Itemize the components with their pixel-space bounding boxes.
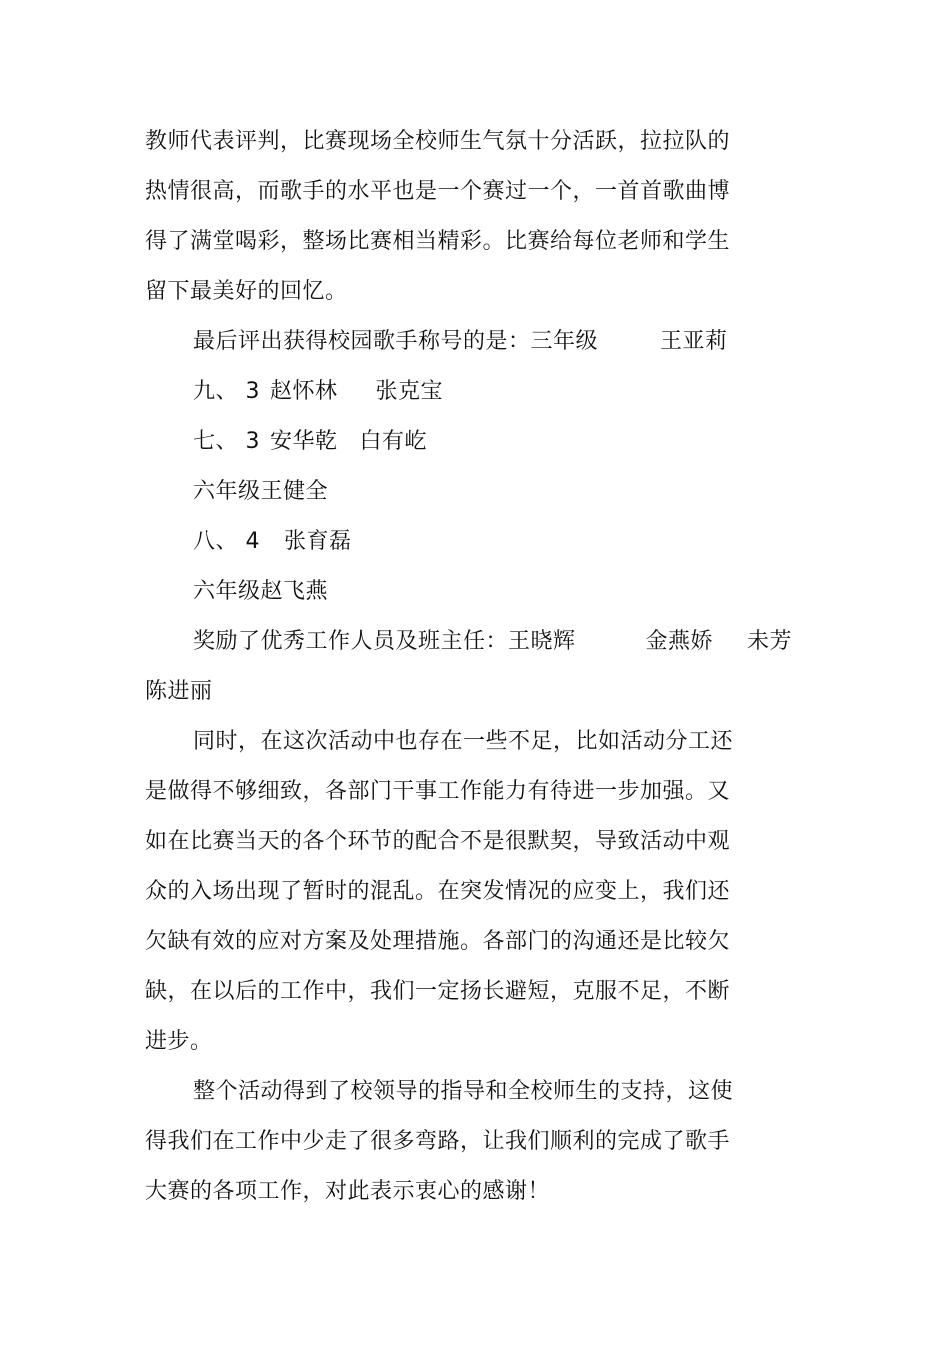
winners-row — [193, 377, 443, 407]
paragraph-line: 同时，在这次活动中也存在一些不足，比如活动分工还 — [193, 729, 734, 754]
winners-row: 六年级王健全 — [193, 479, 329, 504]
class-label: 七、 3 — [193, 429, 260, 454]
winners-intro-text: 最后评出获得校园歌手称号的是：三年级 — [193, 329, 599, 354]
class-label: 八、 4 — [193, 529, 260, 554]
paragraph-line: 众的入场出现了暂时的混乱。在突发情况的应变上，我们还 — [145, 879, 731, 904]
paragraph-line: 得了满堂喝彩，整场比赛相当精彩。比赛给每位老师和学生 — [145, 229, 731, 254]
staff-line — [193, 627, 792, 657]
staff-name: 金燕娇 — [645, 629, 714, 654]
winners-intro-line — [193, 327, 728, 357]
winners-row — [193, 427, 427, 457]
winner-name: 张克宝 — [375, 379, 444, 404]
staff-name: 未芳 — [747, 629, 793, 654]
winners-row: 六年级赵飞燕 — [193, 579, 329, 604]
class-label: 九、 3 — [193, 379, 260, 404]
staff-intro-text: 奖励了优秀工作人员及班主任：王晓辉 — [193, 629, 576, 654]
winner-name: 白有屹 — [359, 429, 428, 454]
paragraph-line: 教师代表评判，比赛现场全校师生气氛十分活跃，拉拉队的 — [145, 129, 731, 154]
paragraph-line: 得我们在工作中少走了很多弯路，让我们顺利的完成了歌手 — [145, 1129, 731, 1154]
winners-row — [193, 527, 352, 557]
staff-name: 陈进丽 — [145, 679, 213, 704]
winner-name: 张育磊 — [284, 529, 352, 554]
winner-name: 王亚莉 — [660, 329, 728, 354]
paragraph-line: 留下最美好的回忆。 — [145, 279, 348, 304]
paragraph-line: 欠缺有效的应对方案及处理措施。各部门的沟通还是比较欠 — [145, 929, 731, 954]
paragraph-line: 热情很高，而歌手的水平也是一个赛过一个，一首首歌曲博 — [145, 179, 731, 204]
paragraph-line: 进步。 — [145, 1029, 213, 1054]
paragraph-line: 是做得不够细致，各部门干事工作能力有待进一步加强。又 — [145, 779, 731, 804]
winner-name: 安华乾 — [270, 429, 338, 454]
paragraph-line: 大赛的各项工作，对此表示衷心的感谢！ — [145, 1179, 551, 1204]
paragraph-line: 如在比赛当天的各个环节的配合不是很默契，导致活动中观 — [145, 829, 731, 854]
paragraph-line: 整个活动得到了校领导的指导和全校师生的支持，这使 — [193, 1079, 734, 1104]
paragraph-line: 缺，在以后的工作中，我们一定扬长避短，克服不足，不断 — [145, 979, 731, 1004]
winner-name: 赵怀林 — [270, 379, 338, 404]
